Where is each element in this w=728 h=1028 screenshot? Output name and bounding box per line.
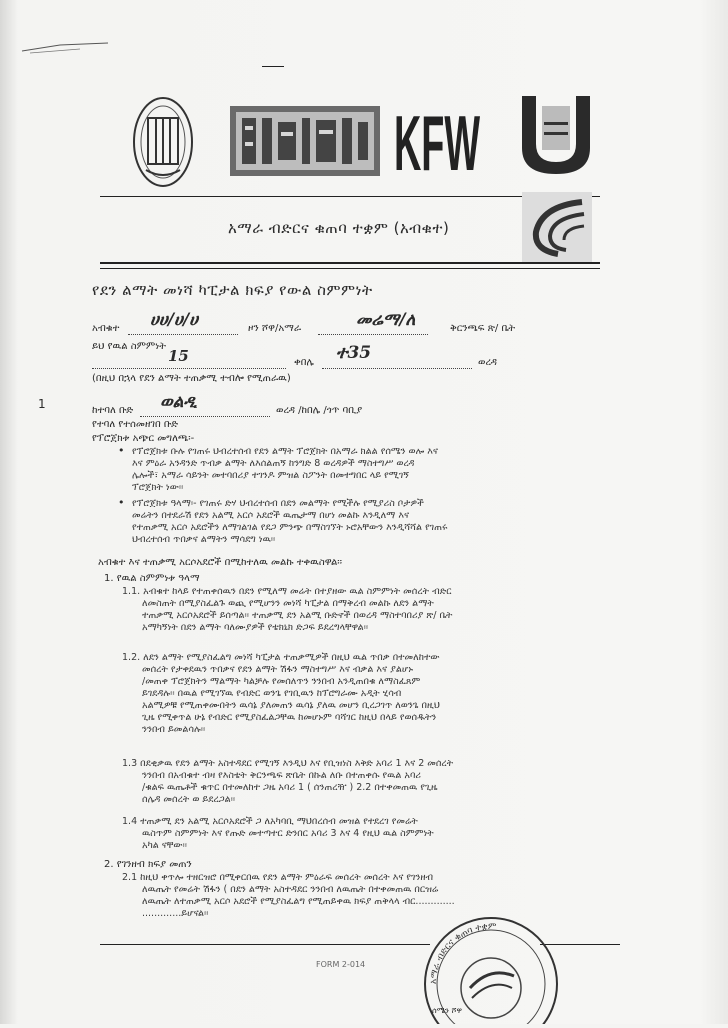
text-line: ተጠቃሚ አርሶአደሮች ይሰጣል፡፡ ተጠቃሚ ደን አልሚ ቡድኖች በወረዳ ማስተባበሪያ ጽ/ ቤት (142, 610, 453, 621)
text-line: ይገደዳሉ፡፡ በዉል የሚገኘዉ የብድር ወንጌ የገቢዉን ከፕሮግራሙ አዲት ሂሳብ (142, 688, 402, 699)
text-line: 1.4 ተጠቃሚ ደን አልሚ አርሶአደሮች ጋ ለአካባቢ ማህበረሰብ መዝል የተደረገ የመሬት (122, 816, 418, 827)
scan-smudge (20, 40, 110, 54)
building-icon (230, 106, 380, 176)
text-line: ለዉጤት ለተጠቃሚ አርሶ አደሮች የሚያስፈልግ የሚጠይቀዉ ክፍያ ጠቅላላ ብር............. (142, 896, 455, 907)
bank-logo (518, 92, 594, 176)
clause-1-3 (122, 758, 642, 808)
branch-label: አብቁተ (92, 323, 120, 334)
section-1-heading: 1. የዉል ስምምነቱ ዓላማ (104, 573, 200, 584)
text-line: ጊዜ የሚቀጥል ሁኔ የብድር የሚያስፈልጋቸዉ ከመሆኑም ባሻገር ከዚህ በላይ የወሰዱትን (142, 712, 437, 723)
svg-text:KFW: KFW (394, 99, 481, 187)
group-label: ከተባለ ቡድ (92, 405, 134, 416)
clause-1-2 (122, 652, 642, 738)
text-line: ህብረተሰብ ጥበቃና ልማትን ማሳደግ ነዉ፡፡ (132, 534, 276, 545)
stamp-text: አማራ ብድርና ቁጠባ ተቋም (428, 921, 497, 985)
text-line: 2.1 ከዚህ ቀጥሎ ተዘርዝሮ በሚቀርበዉ የደን ልማት ምዕራፍ መሰረት መሰረት እና የገንዘብ (122, 872, 434, 883)
kebele-label: ቀበሌ (294, 357, 314, 368)
branch-office-label: ቅርንጫፍ ጽ/ ቤት (450, 323, 516, 334)
text-line: የፕሮጀክቱ ዓላማ፡- የገጠሩ ድሃ ህብረተሰብ በደን መልማት የሚችሉ የሚያሪስ ቦታዎች (132, 498, 424, 509)
bullet-2 (132, 498, 632, 550)
text-line: አካል ናቸው፡፡ (142, 840, 187, 851)
bullet-dot: • (118, 444, 125, 457)
text-line: አልሚዎቹ የሚጠቀሙበትን ዉሳኔ ያለመጠን ዉሳኔ ያለዉ መሆን ቢረጋገጥ ለወንጌ በዚህ (142, 700, 440, 711)
line3-note: (በዚህ በኋላ የደን ልማት ተጠቃሚ ተብሎ የሚጠራዉ) (92, 373, 291, 384)
header-rule-2 (100, 262, 600, 264)
woreda-fill-line (322, 368, 472, 369)
zone-fill-line (318, 334, 428, 335)
kebele-value: 15 (168, 347, 189, 365)
organization-name: አማራ ብድርና ቁጠባ ተቋም (አብቁተ) (228, 219, 450, 237)
text-line: ሰሌዳ መሰረት ወ ይደረጋል፡፡ (142, 794, 236, 805)
group-value: ወልዲ (160, 392, 197, 412)
zone-label: ዞን ሾዋ/አማራ (248, 323, 302, 334)
org-swoosh-logo (522, 192, 592, 262)
text-line: ንንበብ ይመልሳሉ፡፡ (142, 724, 206, 735)
footer-code: FORM 2-014 (316, 960, 366, 969)
text-line: .............ይሆናል፡፡ (142, 908, 209, 919)
text-line: የተጠቃሚ አርሶ አደሮችን ለማገልገል የደጋ ምንጭ በማስገኘት ኑሮአቸውን እንዲሻሻል የገጠሩ (132, 522, 448, 533)
clause-2-1 (122, 872, 642, 922)
kebele-fill-line (92, 368, 286, 369)
text-line: መሰረት የታቀደዉን ጥበቃና የደን ልማት ሽፋን ማስተግሥ እና ብቃል እና ያልሆኑ (142, 664, 413, 675)
text-line: መሬትን በተደራሽ የደን አልሚ አርሶ አደሮች ዉጤታማ በሆነ መልኩ እንዲለማ እና (132, 510, 409, 521)
text-line: ሌሎች፣ አማራ ሳይንት መተባበሪያ ተገንዶ ምዝል ስፖንት በመተግበር ላይ የሚገኝ (132, 470, 409, 481)
top-short-rule (262, 66, 284, 67)
text-line: ዉስጥም ስምምነት እና የጡድ መተጣተር ድንበር አባሪ 3 እና 4 የዚህ ዉል ስምምነት (142, 828, 434, 839)
zone-value: መሬማ/ለ (356, 310, 416, 330)
branch-fill-line (128, 334, 238, 335)
text-line: እና ምዕራ አንዳንድ ጥብቃ ልማት ለእሰልጠኝ ከንግድ 8 ወረዳዎች ማስተግሥ ወረዳ (132, 458, 415, 469)
text-line: 1.1. አብቁተ ከላይ የተጠቀሰዉን በደን የሚለማ መሬት በተያዘው ዉል ስምምነት መሰረት ብድር (122, 586, 452, 597)
footer-rule (100, 944, 430, 945)
contract-title: የደን ልማት መነሻ ካፒታል ክፍያ የውል ስምምነት (92, 281, 373, 299)
group-fill-line (140, 416, 270, 417)
agreement-label: ይህ የዉል ስምምነት (92, 341, 166, 352)
clause-1-4 (122, 816, 642, 854)
official-stamp (418, 906, 564, 1024)
project-summary-heading: የፕሮጀክቱ አጭር መግለጫ፡- (92, 433, 195, 444)
text-line: አማካኝነት በደን ልማት ባለሙያዎች የቴክኒክ ድጋፍ ይደረግላቸዋል፡፡ (142, 622, 369, 633)
woreda-label: ወረዳ (478, 357, 497, 368)
stamp-bottom-text: ሰሜን ሾዋ (432, 1006, 463, 1015)
text-line: 1.3 በደቂቃዉ የደን ልማት አስተዳደር የሚገኝ እንዲህ እና የቢዝነስ እቅድ አባሪ 1 እና 2 መሰረት (122, 758, 454, 769)
text-line: ንንበብ በአብቁተ ብዛ የእስቴት ቅርንጫፍ ጽቤት በኩል ለቡ በተጠቀሱ የዉል አባሪ (142, 770, 421, 781)
emblem-icon (132, 96, 194, 188)
text-line: ለመስጠት በሚያስፈልጉ ወጪ የሚሆንን መነሻ ካፒታል በማቅረብ መልኩ ለደን ልማት (142, 598, 434, 609)
group-location-label: ወረዳ /ከበሌ /ጎጥ ባቢያ (276, 405, 363, 416)
woreda-value: ተ35 (336, 343, 372, 363)
header-rule-3 (100, 268, 600, 269)
agreement-intro: አብቁተ እና ተጠቃሚ አርሶአደሮች በሚከተለዉ መልኩ ተቀዉስዋል፡፡ (98, 557, 343, 568)
text-line: 1.2. ለደን ልማት የሚያስፈልግ መነሻ ካፒታል ተጠቃሚዎች በዚህ ዉል ጥበቃ በተመለከተው (122, 652, 440, 663)
text-line: /ቁልፍ ዉጤቶች ቁጥር በተመለከተ ጋዜ አባሪ 1 ( ሰንጠረዥ ) 2.2 በተቀመጠዉ የጊዜ (142, 782, 438, 793)
registered-group: የተባለ የተሰመዘገበ ቡድ (92, 419, 179, 430)
text-line: /መጠቀ ፕሮጀክትን ማልማት ካልቻሉ የመሰለጥን ንንበብ አንዲጠበቁ ለማስፈጸም (142, 676, 421, 687)
mark-1: 1 (38, 397, 46, 411)
text-line: ፕሮጀክት ነው፡፡ (132, 482, 184, 493)
clause-1-1 (122, 586, 642, 636)
section-2-heading: 2. የገንዘብ ክፍያ መጠን (104, 859, 192, 870)
bullet-1 (132, 446, 632, 498)
branch-value: ሀሀ/ሀ/ሀ (150, 310, 198, 330)
kfw-logo (392, 98, 482, 187)
text-line: የፕሮጀክቱ ቡሉ የገጠሩ ህብረተሰብ የደን ልማት ፕሮጀክት በአማራ ክልል የሰሜን ወሎ እና (132, 446, 438, 457)
bullet-dot: • (118, 496, 125, 509)
text-line: ለዉጤት የመሬት ሽፋን ( በደን ልማት አስተዳደር ንንበብ ለዉጤት በተቀመጠዉ በርዝሬ (142, 884, 439, 895)
